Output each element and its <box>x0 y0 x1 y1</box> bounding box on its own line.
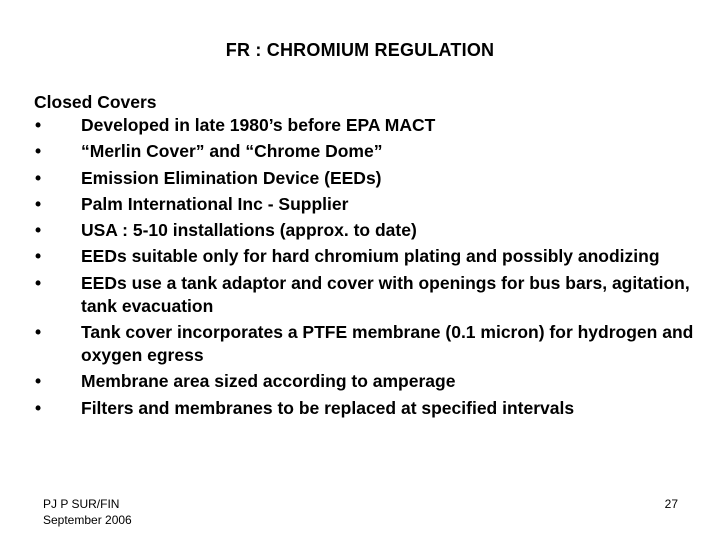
bullet-item <box>34 140 694 163</box>
bullet-item <box>34 167 694 190</box>
bullet-text: EEDs suitable only for hard chromium plating and possibly anodizing <box>81 246 660 267</box>
subheading: Closed Covers <box>34 92 157 112</box>
bullet-icon: • <box>35 193 42 214</box>
bullet-icon: • <box>35 272 42 293</box>
bullet-icon: • <box>35 371 42 392</box>
bullet-text: Filters and membranes to be replaced at specified intervals <box>81 397 575 418</box>
footer-date: September 2006 <box>43 513 132 527</box>
bullet-icon: • <box>35 167 42 188</box>
bullet-item <box>34 219 694 242</box>
bullet-text: Emission Elimination Device (EEDs) <box>81 167 382 188</box>
bullet-icon: • <box>35 141 42 162</box>
bullet-item <box>34 272 694 318</box>
bullet-text: Membrane area sized according to amperage <box>81 371 456 392</box>
footer-author: PJ P SUR/FIN <box>43 497 120 511</box>
bullet-item <box>34 114 694 137</box>
bullet-list <box>34 114 694 420</box>
bullet-text: Developed in late 1980’s before EPA MACT <box>81 115 436 135</box>
bullet-icon: • <box>35 220 42 241</box>
slide-content <box>34 91 694 423</box>
bullet-item <box>34 245 694 268</box>
footer-credit <box>43 496 132 528</box>
page-number: 27 <box>664 497 678 511</box>
bullet-icon: • <box>35 322 42 343</box>
bullet-text: Tank cover incorporates a PTFE membrane (0.1 micron) for hydrogen and oxygen egress <box>81 322 694 366</box>
bullet-text: USA : 5-10 installations (approx. to date) <box>81 220 417 241</box>
bullet-item <box>34 370 694 393</box>
bullet-icon: • <box>35 397 42 418</box>
bullet-text: Palm International Inc - Supplier <box>81 193 349 214</box>
bullet-icon: • <box>35 115 42 135</box>
bullet-item <box>34 397 694 420</box>
bullet-icon: • <box>35 246 42 267</box>
bullet-text: “Merlin Cover” and “Chrome Dome” <box>81 141 383 162</box>
bullet-text: EEDs use a tank adaptor and cover with openings for bus bars, agitation, tank evacuation <box>81 272 690 316</box>
bullet-item <box>34 193 694 216</box>
slide-title: FR : CHROMIUM REGULATION <box>225 40 495 60</box>
bullet-item <box>34 321 694 367</box>
